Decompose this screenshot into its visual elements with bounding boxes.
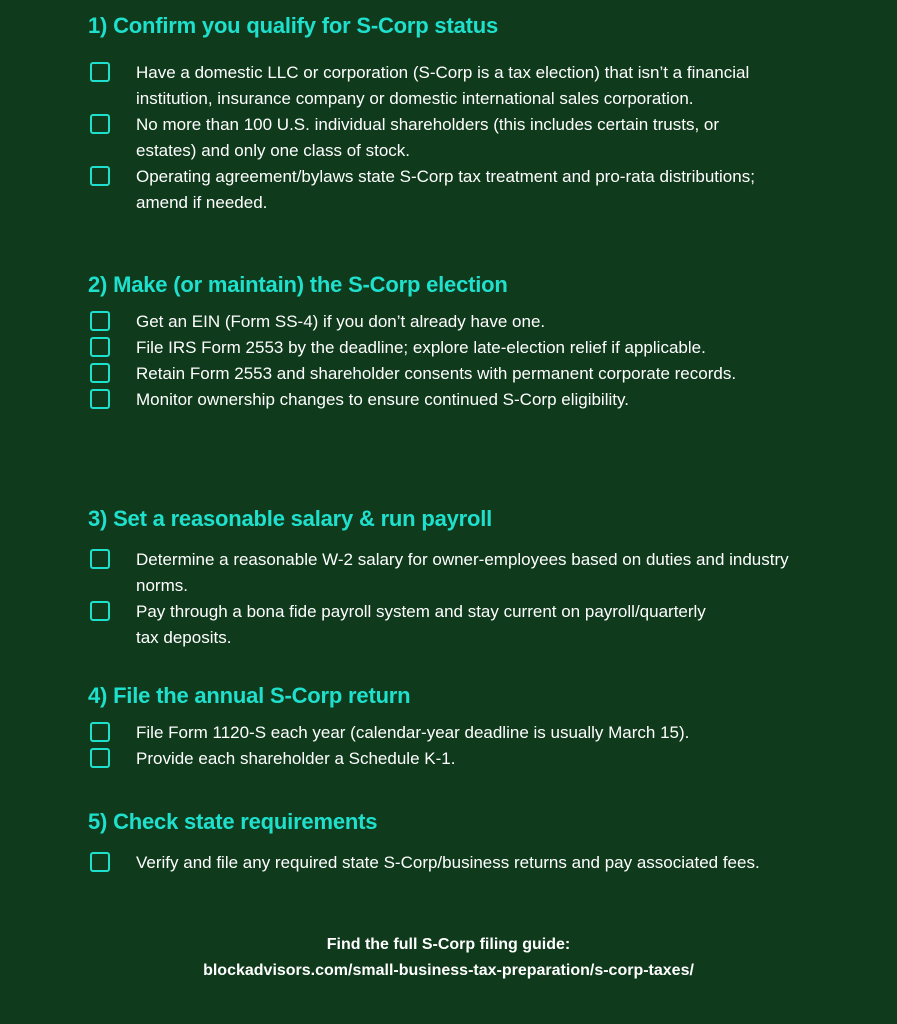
checkbox[interactable] — [90, 363, 110, 383]
checklist-item — [88, 746, 836, 772]
section-title: 1) Confirm you qualify for S-Corp status — [88, 13, 499, 38]
section-annual-return — [88, 682, 808, 772]
checkbox[interactable] — [90, 389, 110, 409]
checklist-item — [88, 335, 776, 361]
checklist-item-text: Retain Form 2553 and shareholder consents with permanent corporate records. — [136, 364, 737, 383]
checklist-item — [88, 547, 816, 599]
checklist-item — [88, 60, 796, 112]
footer-url[interactable]: blockadvisors.com/small-business-tax-preparation/s-corp-taxes/ — [203, 962, 694, 979]
checkbox[interactable] — [90, 852, 110, 872]
checklist-item — [88, 164, 796, 216]
section-election — [88, 271, 808, 413]
checkbox[interactable] — [90, 166, 110, 186]
checklist-item-text: Determine a reasonable W-2 salary for owner-employees based on duties and industry norms. — [136, 550, 789, 595]
checklist-item-text: Get an EIN (Form SS-4) if you don’t already have one. — [136, 312, 546, 331]
checklist-item-text: Operating agreement/bylaws state S-Corp tax treatment and pro-rata distributions; amend if needed. — [136, 167, 755, 212]
section-title: 5) Check state requirements — [88, 809, 378, 834]
checkbox[interactable] — [90, 601, 110, 621]
checklist-item — [88, 599, 726, 651]
section-title: 3) Set a reasonable salary & run payroll — [88, 506, 493, 531]
checklist-item-text: Pay through a bona fide payroll system and stay current on payroll/quarterly tax deposits. — [136, 602, 706, 647]
footer-guide-link — [0, 932, 897, 984]
section-state — [88, 808, 808, 876]
checklist-item — [88, 309, 796, 335]
section-qualify — [88, 12, 808, 216]
checklist-item — [88, 720, 856, 746]
checklist-item-text: Have a domestic LLC or corporation (S-Corp is a tax election) that isn’t a financial institution, insurance company or domestic international sales corporation. — [136, 63, 750, 108]
checkbox[interactable] — [90, 62, 110, 82]
checkbox[interactable] — [90, 722, 110, 742]
section-title: 4) File the annual S-Corp return — [88, 683, 411, 708]
checklist-item — [88, 850, 786, 876]
checkbox[interactable] — [90, 114, 110, 134]
section-payroll — [88, 505, 808, 651]
checkbox[interactable] — [90, 337, 110, 357]
checkbox[interactable] — [90, 748, 110, 768]
checklist-item-text: Monitor ownership changes to ensure continued S-Corp eligibility. — [136, 390, 629, 409]
footer-caption: Find the full S-Corp filing guide: — [326, 936, 571, 953]
checklist-item-text: Verify and file any required state S-Corp/business returns and pay associated fees. — [136, 853, 760, 872]
checklist-item — [88, 387, 826, 413]
checklist-item-text: File IRS Form 2553 by the deadline; explore late-election relief if applicable. — [136, 338, 706, 357]
checklist-item-text: Provide each shareholder a Schedule K-1. — [136, 749, 456, 768]
checklist-item — [88, 112, 776, 164]
checkbox[interactable] — [90, 549, 110, 569]
checklist-item-text: No more than 100 U.S. individual shareholders (this includes certain trusts, or estates) and only one class of stock. — [136, 115, 720, 160]
checklist-item-text: File Form 1120-S each year (calendar-year deadline is usually March 15). — [136, 723, 690, 742]
checklist-item — [88, 361, 796, 387]
checkbox[interactable] — [90, 311, 110, 331]
section-title: 2) Make (or maintain) the S-Corp election — [88, 272, 508, 297]
